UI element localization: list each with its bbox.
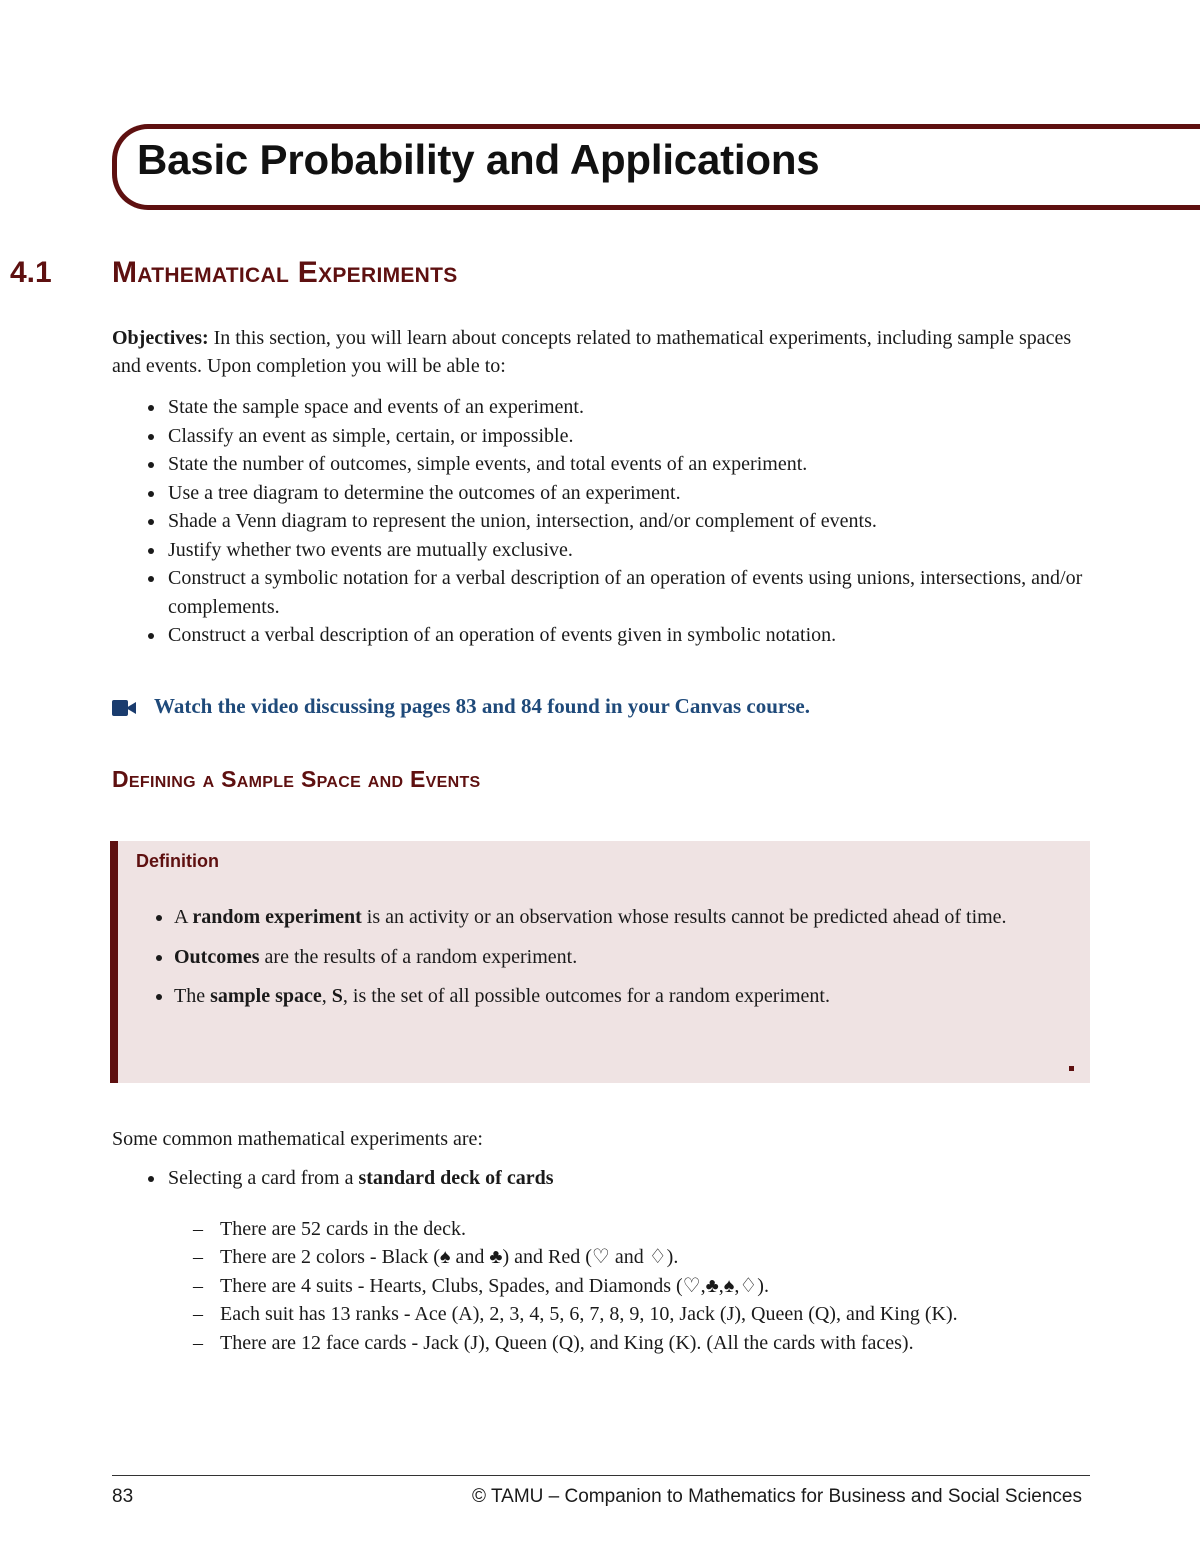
list-item: Classify an event as simple, certain, or impossible. bbox=[112, 422, 1097, 451]
definition-text: , is the set of all possible outcomes for a random experiment. bbox=[342, 985, 830, 1007]
footer-divider bbox=[112, 1475, 1090, 1476]
list-item: – Each suit has 13 ranks - Ace (A), 2, 3, 4, 5, 6, 7, 8, 9, 10, Jack (J), Queen (Q), and King (K). bbox=[168, 1300, 1097, 1329]
subsection-title: Defining a Sample Space and Events bbox=[112, 766, 481, 792]
definition-text: A bbox=[174, 906, 193, 928]
definition-text: The bbox=[174, 985, 211, 1007]
objectives-paragraph bbox=[112, 324, 1097, 380]
definition-term: Outcomes bbox=[174, 945, 260, 968]
list-item: Justify whether two events are mutually exclusive. bbox=[112, 536, 1097, 565]
video-camera-icon bbox=[112, 700, 136, 716]
list-item: – There are 52 cards in the deck. bbox=[168, 1215, 1097, 1244]
list-item: Shade a Venn diagram to represent the union, intersection, and/or complement of events. bbox=[112, 507, 1097, 536]
definition-box bbox=[110, 841, 1090, 1083]
experiments-list bbox=[112, 1164, 1097, 1357]
definition-term: random experiment bbox=[192, 906, 362, 928]
list-item bbox=[138, 903, 1078, 932]
objectives-intro: In this section, you will learn about concepts related to mathematical experiments, including sample spaces and events. Upon completion you will be able to: bbox=[112, 327, 1072, 377]
list-item bbox=[138, 982, 1078, 1011]
definition-text: , bbox=[321, 985, 332, 1007]
objectives-list bbox=[112, 393, 1097, 650]
list-item bbox=[138, 943, 1078, 972]
section-title: Mathematical Experiments bbox=[112, 256, 458, 289]
definition-term: S bbox=[331, 985, 343, 1007]
list-item: State the number of outcomes, simple events, and total events of an experiment. bbox=[112, 450, 1097, 479]
list-item: Construct a symbolic notation for a verbal description of an operation of events using unions, intersections, and/or complements. bbox=[112, 564, 1097, 621]
video-link[interactable]: Watch the video discussing pages 83 and 84 found in your Canvas course. bbox=[154, 694, 810, 718]
definition-label: Definition bbox=[136, 851, 219, 871]
list-item: State the sample space and events of an experiment. bbox=[112, 393, 1097, 422]
definition-term: sample space bbox=[210, 985, 322, 1007]
list-item: – There are 4 suits - Hearts, Clubs, Spades, and Diamonds (♡,♣,♠,♢). bbox=[168, 1272, 1097, 1301]
list-item: Construct a verbal description of an operation of events given in symbolic notation. bbox=[112, 621, 1097, 650]
list-item: – There are 2 colors - Black (♠ and ♣) and Red (♡ and ♢). bbox=[168, 1243, 1097, 1272]
page-number: 83 bbox=[112, 1486, 134, 1507]
section-number: 4.1 bbox=[10, 256, 52, 289]
list-item bbox=[112, 1164, 1097, 1357]
definition-text: is an activity or an observation whose results cannot be predicted ahead of time. bbox=[361, 906, 1007, 928]
experiments-intro: Some common mathematical experiments are: bbox=[112, 1128, 483, 1150]
definition-end-mark bbox=[1069, 1066, 1074, 1071]
experiment-text: Selecting a card from a bbox=[168, 1167, 359, 1189]
definition-text: are the results of a random experiment. bbox=[259, 945, 578, 968]
objectives-label: Objectives: bbox=[112, 327, 209, 349]
experiment-term: standard deck of cards bbox=[358, 1167, 554, 1189]
list-item: Use a tree diagram to determine the outcomes of an experiment. bbox=[112, 479, 1097, 508]
definition-list bbox=[138, 903, 1078, 1022]
list-item: – There are 12 face cards - Jack (J), Queen (Q), and King (K). (All the cards with faces). bbox=[168, 1329, 1097, 1358]
deck-facts-list bbox=[168, 1215, 1097, 1358]
chapter-title: Basic Probability and Applications bbox=[137, 136, 820, 183]
footer-text: © TAMU – Companion to Mathematics for Business and Social Sciences bbox=[472, 1486, 1082, 1507]
